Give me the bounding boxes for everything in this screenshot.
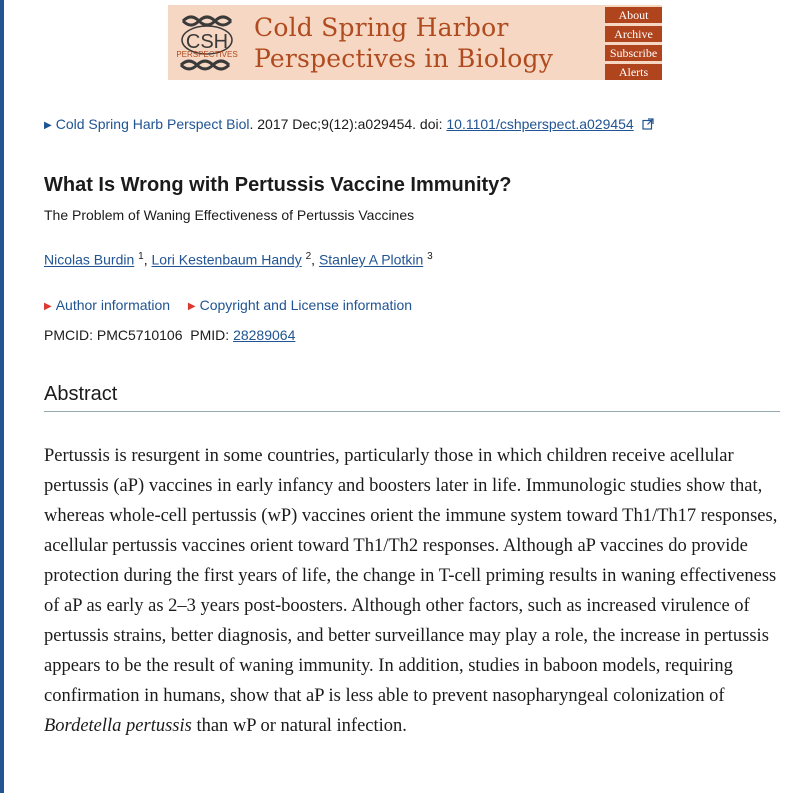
copyright-label: Copyright and License information bbox=[199, 297, 413, 313]
pmid-link[interactable]: 28289064 bbox=[233, 327, 296, 343]
author-link[interactable]: Nicolas Burdin bbox=[44, 251, 135, 268]
triangle-right-icon: ▶ bbox=[187, 301, 196, 312]
article-subtitle: The Problem of Waning Effectiveness of Pertussis Vaccines bbox=[44, 207, 415, 223]
author-information-toggle[interactable] bbox=[44, 297, 174, 313]
triangle-right-icon: ▶ bbox=[44, 301, 52, 312]
journal-title-line2: Perspectives in Biology bbox=[254, 44, 554, 73]
author-affiliation-sup[interactable]: 3 bbox=[427, 251, 433, 262]
author-link[interactable]: Stanley A Plotkin bbox=[318, 251, 424, 268]
journal-title[interactable] bbox=[254, 12, 553, 74]
copyright-toggle[interactable] bbox=[188, 297, 412, 313]
external-link-icon[interactable] bbox=[642, 118, 654, 130]
author-link[interactable]: Lori Kestenbaum Handy bbox=[151, 251, 302, 268]
about-link[interactable]: About bbox=[605, 7, 662, 23]
journal-title-line1: Cold Spring Harbor bbox=[254, 13, 509, 42]
info-toggles bbox=[44, 297, 412, 313]
abstract-text-main: Pertussis is resurgent in some countries, particularly those in which children receive acellular pertussis (aP) vaccines in early infancy and boosters later in life. Immunologic studies show that, whereas whole-cell pertussis (wP) vaccines orient the immune system toward Th1/Th17 responses, acellular pertussis vaccines orient toward Th1/Th2 responses. Although aP vaccines do provide protection during the first years of life, the change in T-cell priming results in waning effectiveness of aP as early as 2–3 years post-boosters. Although other factors, such as increased virulence of pertussis strains, better diagnosis, and better surveillance may play a role, the increase in pertussis appears to be the result of waning immunity. In addition, studies in baboon models, requiring confirmation in humans, show that aP is less able to prevent nasopharyngeal colonization of bbox=[44, 446, 778, 706]
left-accent-rule bbox=[0, 0, 4, 793]
archive-link[interactable]: Archive bbox=[605, 26, 662, 42]
article-ids bbox=[44, 327, 295, 343]
abstract-species-italic: Bordetella pertussis bbox=[44, 716, 192, 736]
abstract-text-end: than wP or natural infection. bbox=[191, 716, 407, 736]
doi-link[interactable]: 10.1101/cshperspect.a029454 bbox=[446, 116, 634, 132]
csh-logo[interactable] bbox=[171, 7, 241, 77]
author-affiliation-sup[interactable]: 2 bbox=[305, 251, 312, 262]
dna-helix-logo-icon bbox=[171, 7, 241, 77]
citation-details: . 2017 Dec;9(12):a029454. doi: bbox=[249, 116, 447, 132]
abstract-heading: Abstract bbox=[44, 383, 780, 412]
abstract-body bbox=[44, 441, 784, 741]
author-list: Nicolas Burdin $^1$, Lori Kestenbaum Handy $^2$, Stanley A Plotkin $^3$ bbox=[44, 251, 433, 268]
logo-subtext: PERSPECTIVES bbox=[176, 50, 238, 59]
journal-banner bbox=[168, 5, 662, 80]
logo-text: CSH bbox=[185, 31, 229, 53]
alerts-link[interactable]: Alerts bbox=[605, 64, 662, 80]
banner-links bbox=[605, 7, 662, 83]
pmid-label: PMID: bbox=[190, 327, 230, 343]
author-affiliation-sup[interactable]: 1 bbox=[138, 251, 144, 262]
citation-line bbox=[44, 116, 654, 132]
triangle-right-icon: ▶ bbox=[44, 120, 52, 131]
journal-link[interactable]: Cold Spring Harb Perspect Biol bbox=[55, 116, 250, 132]
subscribe-link[interactable]: Subscribe bbox=[605, 45, 662, 61]
article-title: What Is Wrong with Pertussis Vaccine Immunity? bbox=[44, 174, 512, 196]
pmcid: PMCID: PMC5710106 bbox=[44, 327, 183, 343]
author-information-label: Author information bbox=[55, 297, 171, 313]
